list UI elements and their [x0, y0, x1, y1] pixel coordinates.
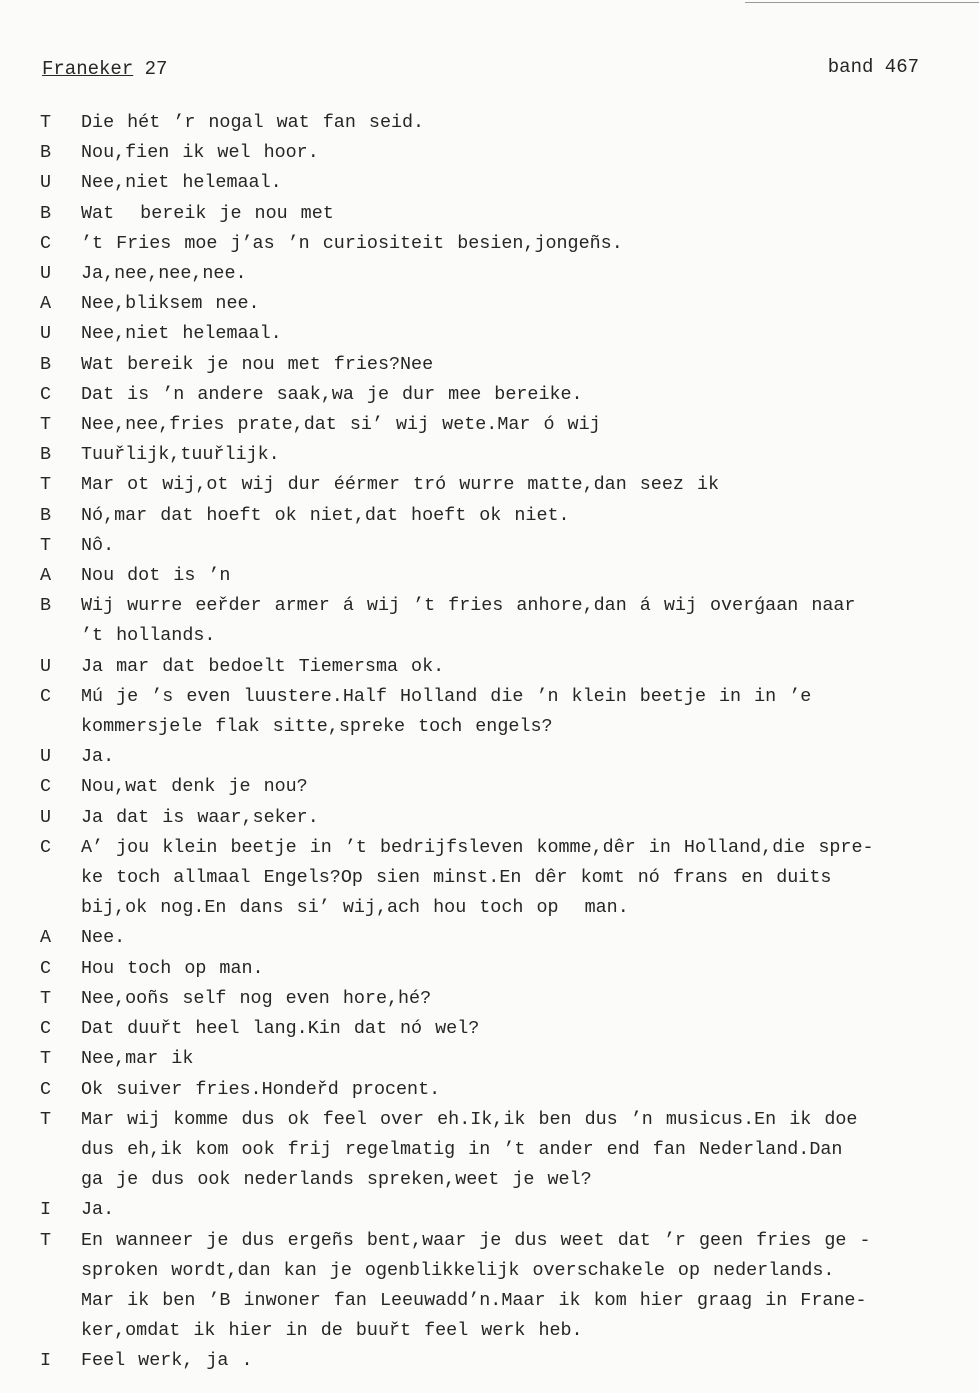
- transcript-turn: [40, 531, 950, 561]
- transcript-turn: [40, 1014, 950, 1044]
- transcript-turn: [40, 1226, 950, 1347]
- utterance-text: Tuuřlijk,tuuřlijk.: [81, 444, 280, 466]
- transcript-turn: [40, 380, 950, 410]
- transcript-turn: [40, 319, 950, 349]
- page-header: [42, 52, 919, 86]
- speaker-label: T: [40, 1108, 52, 1130]
- speaker-label: I: [40, 1350, 52, 1372]
- transcript-turn: [40, 833, 950, 924]
- speaker-label: U: [40, 263, 52, 285]
- utterance-text: En wanneer je dus ergeñs bent,waar je dus weet dat ’r geen fries ge - sproken wordt,dan kan je ogenblikkelijk overschakele op nederlands. Mar ik ben ’B inwoner fan Leeuwadd’n.Maar ik kom hier graag in Frane- ker,omdat ik hier in de buuřt feel werk heb.: [81, 1229, 871, 1342]
- speaker-label: T: [40, 987, 52, 1009]
- utterance-text: Mú je ’s even luustere.Half Holland die ’n klein beetje in in ’e kommersjele flak sitte,spreke toch engels?: [81, 685, 812, 738]
- speaker-label: U: [40, 746, 52, 768]
- transcript-turn: [40, 410, 950, 440]
- speaker-label: U: [40, 655, 52, 677]
- utterance-text: Dat duuřt heel lang.Kin dat nó wel?: [81, 1018, 480, 1040]
- transcript-turn: [40, 561, 950, 591]
- utterance-text: A’ jou klein beetje in ’t bedrijfsleven komme,dêr in Holland,die spre- ke toch allmaal Engels?Op sien minst.En dêr komt nó frans en duits bij,ok nog.En dans si’ wij,ach hou toch op man.: [81, 836, 874, 919]
- transcript-turn: [40, 501, 950, 531]
- transcript-turn: [40, 682, 950, 742]
- page-number: 27: [144, 58, 168, 80]
- transcript-turn: [40, 984, 950, 1014]
- transcript-turn: [40, 108, 950, 138]
- transcript-turn: [40, 1105, 950, 1196]
- transcript-turn: [40, 199, 950, 229]
- utterance-text: Nee,bliksem nee.: [81, 293, 260, 315]
- speaker-label: A: [40, 927, 52, 949]
- utterance-text: Nee,mar ik: [81, 1048, 194, 1070]
- transcript-turn: [40, 289, 950, 319]
- speaker-label: T: [40, 1229, 52, 1251]
- speaker-label: B: [40, 504, 52, 526]
- transcript-turn: [40, 1195, 950, 1225]
- utterance-text: Ok suiver fries.Hondeřd procent.: [81, 1078, 441, 1100]
- utterance-text: Nou,wat denk je nou?: [81, 776, 308, 798]
- utterance-text: ’t Fries moe j’as ’n curiositeit besien,jongeñs.: [81, 232, 623, 254]
- transcript-turn: [40, 591, 950, 651]
- utterance-text: Nó,mar dat hoeft ok niet,dat hoeft ok niet.: [81, 504, 570, 526]
- utterance-text: Hou toch op man.: [81, 957, 264, 979]
- transcript-turn: [40, 954, 950, 984]
- speaker-label: T: [40, 414, 52, 436]
- transcript-turn: [40, 168, 950, 198]
- utterance-text: Ja,nee,nee,nee.: [81, 263, 247, 285]
- utterance-text: Ja mar dat bedoelt Tiemersma ok.: [81, 655, 445, 677]
- transcript-turn: [40, 259, 950, 289]
- speaker-label: B: [40, 595, 52, 617]
- utterance-text: Wat bereik je nou met: [81, 202, 334, 224]
- transcript-turn: [40, 1044, 950, 1074]
- speaker-label: C: [40, 383, 52, 405]
- utterance-text: Nee,niet helemaal.: [81, 323, 282, 345]
- transcript-turn: [40, 1075, 950, 1105]
- place-name: Franeker: [42, 58, 134, 80]
- utterance-text: Wij wurre eeřder armer á wij ’t fries anhore,dan á wij overǵaan naar ’t hollands.: [81, 595, 856, 647]
- utterance-text: Die hét ’r nogal wat fan seid.: [81, 112, 425, 133]
- speaker-label: B: [40, 444, 52, 466]
- speaker-label: C: [40, 1078, 52, 1100]
- transcript: [40, 108, 950, 1377]
- utterance-text: Mar wij komme dus ok feel over eh.Ik,ik ben dus ’n musicus.En ik doe dus eh,ik kom ook frij regelmatig in ’t ander end fan Nederland.Dan ga je dus ook nederlands spreken,weet je wel?: [81, 1108, 858, 1191]
- top-rule: [745, 2, 979, 3]
- speaker-label: U: [40, 172, 52, 194]
- utterance-text: Feel werk, ja .: [81, 1350, 253, 1372]
- speaker-label: B: [40, 353, 52, 375]
- speaker-label: B: [40, 142, 52, 164]
- speaker-label: C: [40, 232, 52, 254]
- tape-label: band 467: [827, 56, 919, 78]
- transcript-turn: [40, 772, 950, 802]
- transcript-turn: [40, 652, 950, 682]
- page-title: [42, 58, 167, 80]
- speaker-label: C: [40, 776, 52, 798]
- speaker-label: C: [40, 685, 52, 707]
- utterance-text: Nee,nee,fries prate,dat si’ wij wete.Mar ó wij: [81, 414, 601, 436]
- transcript-turn: [40, 138, 950, 168]
- transcript-turn: [40, 229, 950, 259]
- speaker-label: C: [40, 957, 52, 979]
- utterance-text: Nô.: [81, 534, 115, 556]
- speaker-label: T: [40, 112, 52, 133]
- speaker-label: T: [40, 534, 52, 556]
- speaker-label: B: [40, 202, 52, 224]
- utterance-text: Nou,fien ik wel hoor.: [81, 142, 319, 164]
- speaker-label: T: [40, 1048, 52, 1070]
- speaker-label: A: [40, 293, 52, 315]
- speaker-label: I: [40, 1199, 52, 1221]
- utterance-text: Wat bereik je nou met fries?Nee: [81, 353, 434, 375]
- transcript-turn: [40, 470, 950, 500]
- utterance-text: Ja.: [81, 746, 115, 768]
- utterance-text: Mar ot wij,ot wij dur éérmer tró wurre matte,dan seez ik: [81, 474, 720, 496]
- speaker-label: U: [40, 806, 52, 828]
- speaker-label: T: [40, 474, 52, 496]
- speaker-label: C: [40, 1018, 52, 1040]
- transcript-turn: [40, 350, 950, 380]
- speaker-label: U: [40, 323, 52, 345]
- utterance-text: Nee.: [81, 927, 126, 949]
- utterance-text: Nee,niet helemaal.: [81, 172, 282, 194]
- utterance-text: Ja dat is waar,seker.: [81, 806, 319, 828]
- speaker-label: C: [40, 836, 52, 858]
- speaker-label: A: [40, 565, 52, 587]
- transcript-turn: [40, 1346, 950, 1376]
- transcript-turn: [40, 440, 950, 470]
- utterance-text: Nee,ooñs self nog even hore,hé?: [81, 987, 432, 1009]
- utterance-text: Dat is ’n andere saak,wa je dur mee bereike.: [81, 383, 583, 405]
- transcript-turn: [40, 803, 950, 833]
- utterance-text: Ja.: [81, 1199, 115, 1221]
- transcript-turn: [40, 923, 950, 953]
- utterance-text: Nou dot is ’n: [81, 565, 231, 587]
- transcript-turn: [40, 742, 950, 772]
